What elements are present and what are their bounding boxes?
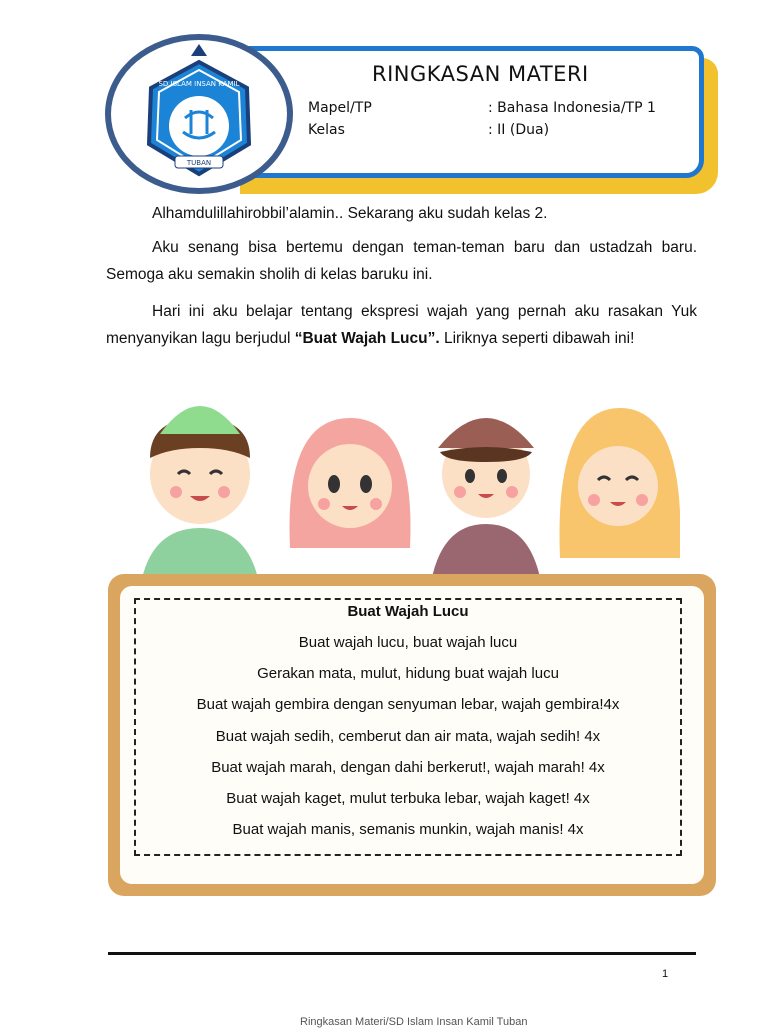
school-emblem-icon	[111, 40, 287, 188]
school-logo	[105, 34, 293, 194]
paragraph-1	[106, 200, 697, 227]
footer-divider	[108, 952, 696, 955]
song-title: Buat Wajah Lucu	[347, 603, 469, 620]
paragraph-1-text: Alhamdulillahirobbil’alamin.. Sekarang aku sudah kelas 2.	[152, 205, 548, 222]
girl-pink-icon	[290, 418, 411, 548]
girl-yellow-icon	[560, 408, 681, 558]
song-line-1: Buat wajah lucu, buat wajah lucu	[298, 634, 518, 651]
page-number: 1	[662, 968, 669, 980]
kelas-label: Kelas	[308, 122, 345, 138]
logo-top-text: SD ISLAM INSAN KAMIL	[158, 80, 240, 88]
footer-text: Ringkasan Materi/SD Islam Insan Kamil Tuban	[300, 1016, 528, 1028]
song-line-3: Buat wajah gembira dengan senyuman lebar, wajah gembira!4x	[196, 696, 620, 713]
song-line-5: Buat wajah marah, dengan dahi berkerut!, wajah marah! 4x	[211, 759, 605, 776]
song-line-7: Buat wajah manis, semanis munkin, wajah manis! 4x	[232, 821, 584, 838]
paragraph-2-text: Aku senang bisa bertemu dengan teman-teman baru dan ustadzah baru. Semoga aku semakin sholih di kelas baruku ini.	[106, 239, 697, 283]
header-row-kelas	[308, 122, 549, 138]
song-line-2: Gerakan mata, mulut, hidung buat wajah lucu	[257, 665, 559, 682]
mapel-value: : Bahasa Indonesia/TP 1	[488, 100, 656, 116]
header-row-mapel	[308, 100, 656, 116]
mapel-label: Mapel/TP	[308, 100, 372, 116]
song-title-inline: “Buat Wajah Lucu”.	[294, 330, 440, 347]
boy-brown-icon	[430, 418, 542, 588]
song-line-4: Buat wajah sedih, cemberut dan air mata, wajah sedih! 4x	[215, 728, 601, 745]
paragraph-3	[106, 298, 697, 352]
paragraph-2	[106, 234, 697, 288]
song-line-6: Buat wajah kaget, mulut terbuka lebar, wajah kaget! 4x	[226, 790, 590, 807]
paragraph-3-text-b: Liriknya seperti dibawah ini!	[439, 330, 635, 347]
kelas-value: : II (Dua)	[488, 122, 550, 138]
kids-illustration	[120, 388, 680, 588]
page-title: RINGKASAN MATERI	[372, 62, 589, 86]
paragraph-3-text-a: Hari ini aku belajar tentang ekspresi wajah yang pernah aku rasakan Yuk menyanyikan lagu berjudul	[106, 303, 697, 347]
boy-green-icon	[140, 406, 260, 588]
logo-bottom-text: TUBAN	[186, 159, 212, 167]
